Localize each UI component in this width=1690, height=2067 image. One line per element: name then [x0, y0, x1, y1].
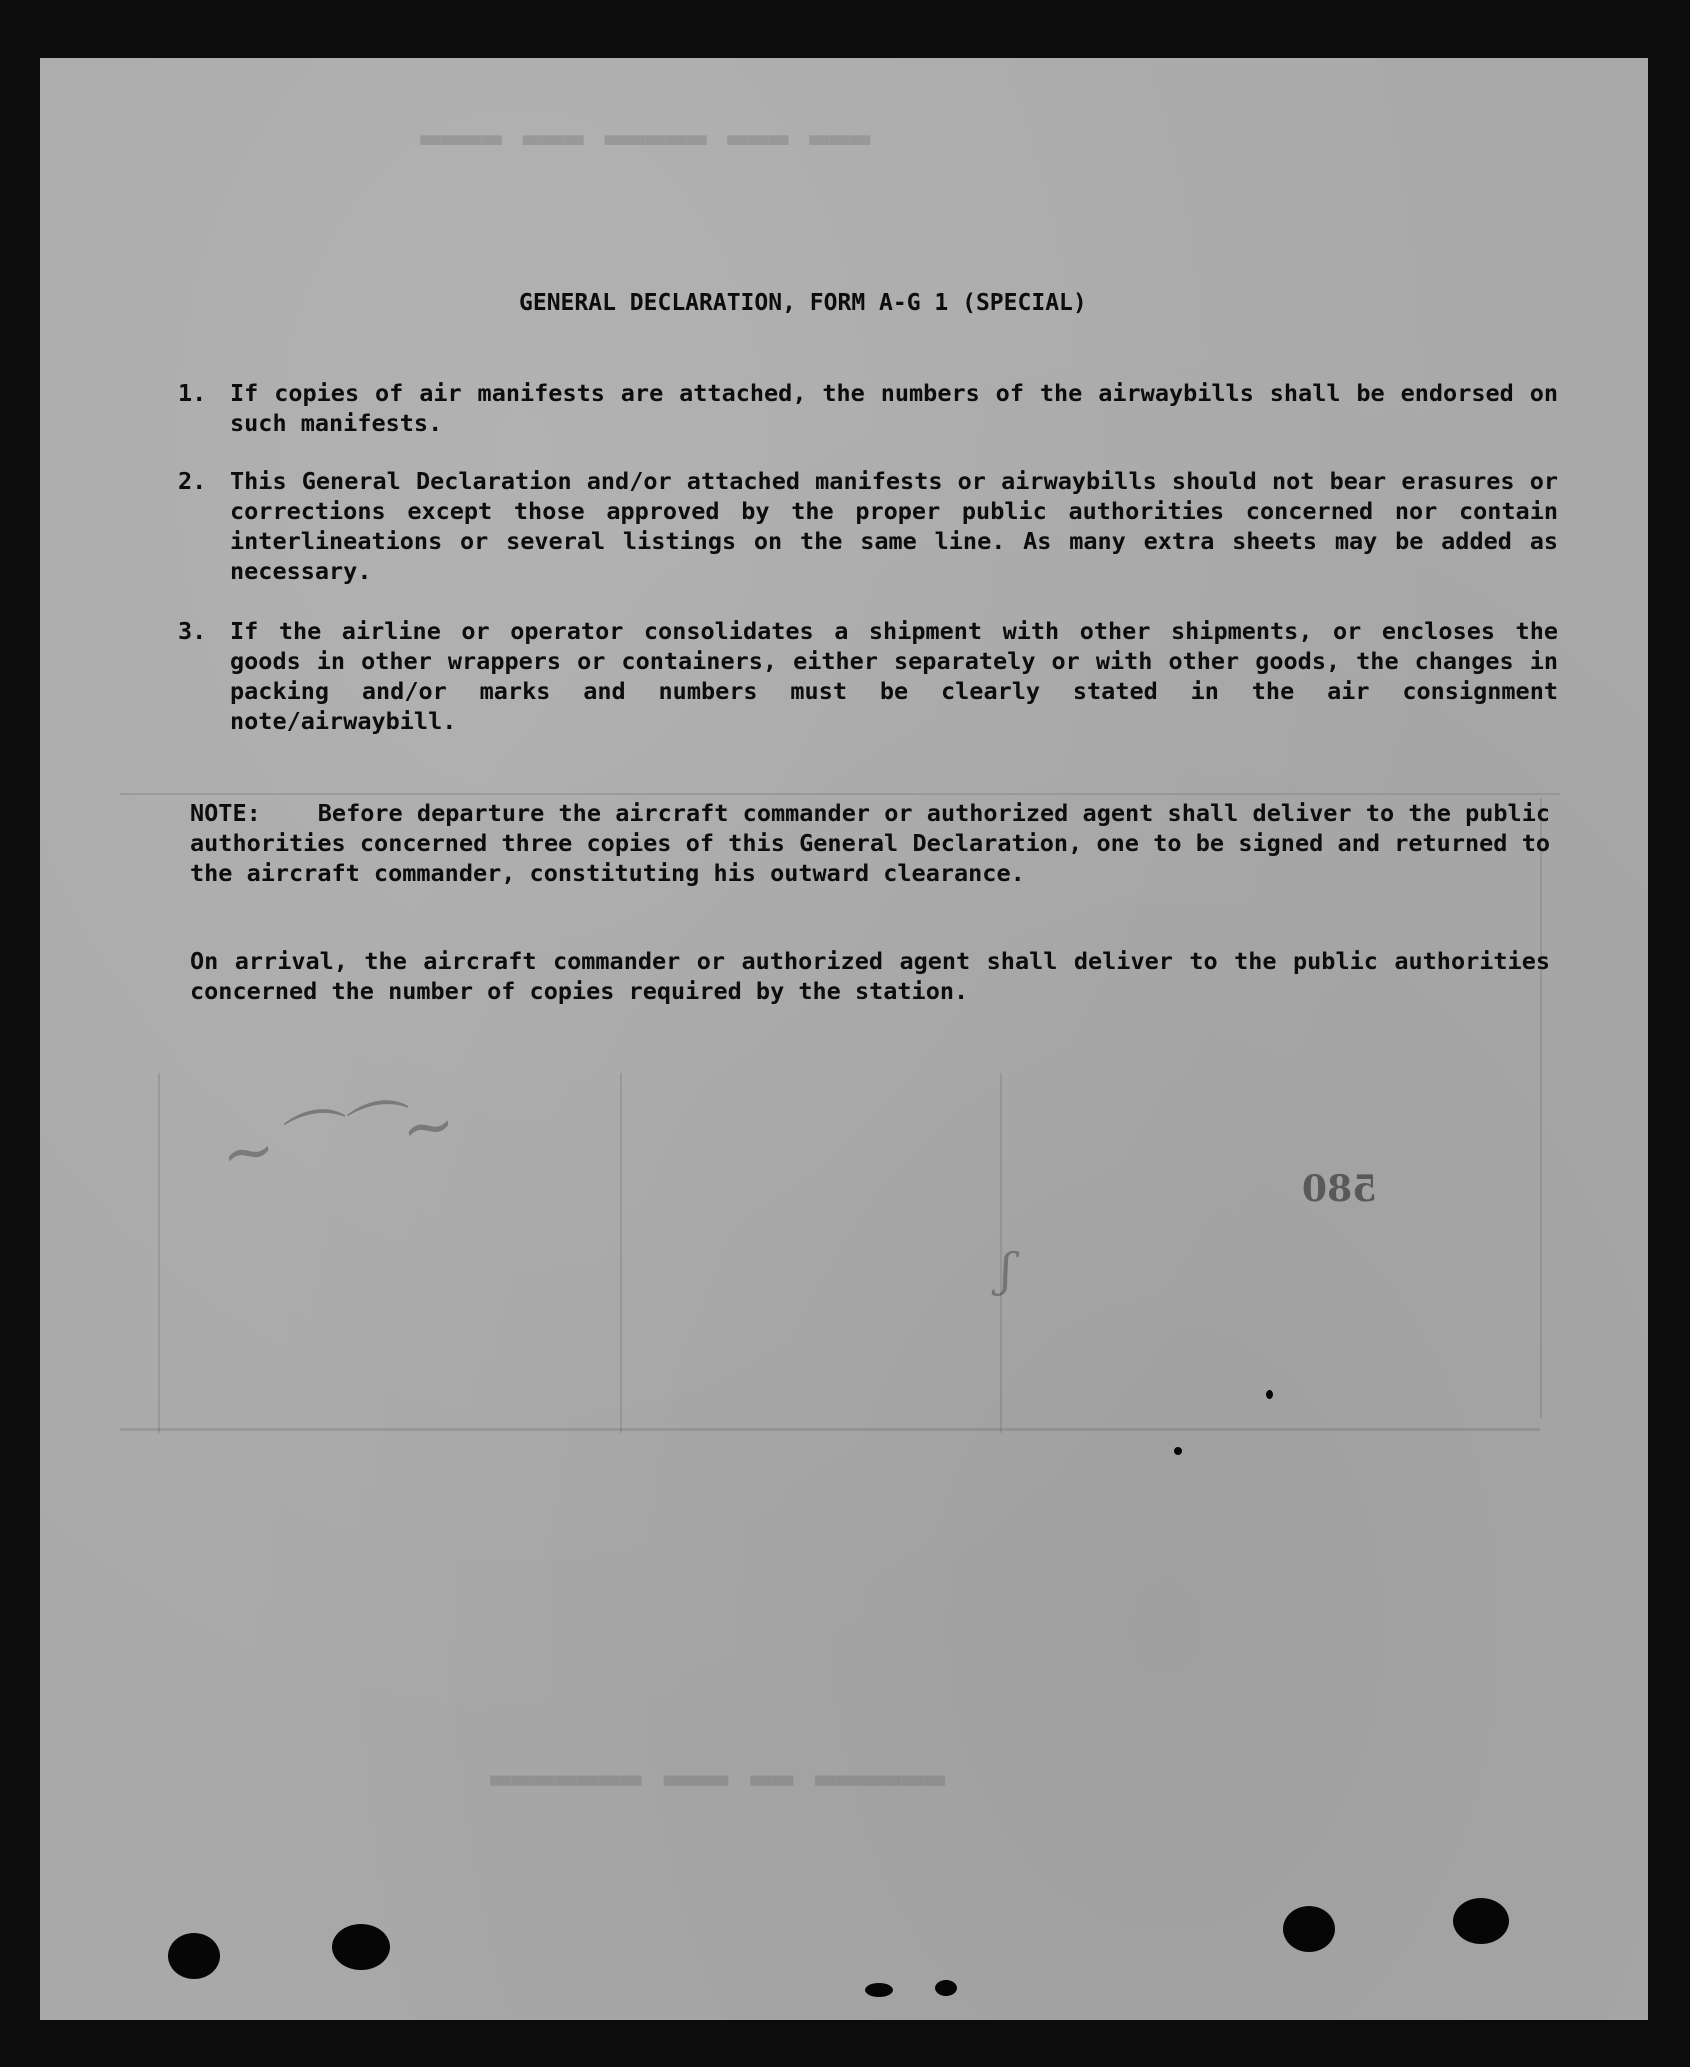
- bleed-through-footer: ▬▬▬▬▬▬ ▬▬ ▬▬▬ ▬▬▬▬▬▬▬: [490, 1758, 946, 1799]
- punch-hole: [1283, 1906, 1335, 1952]
- bleed-through-rule-2: [120, 793, 1560, 795]
- pencil-annotation: ʃ: [1000, 1243, 1013, 1297]
- list-item-3: [178, 616, 1558, 736]
- note-paragraph: [190, 798, 1550, 888]
- bleed-through-column-line: [158, 1073, 160, 1433]
- bleed-through-column-line: [620, 1073, 622, 1433]
- page-number: 580: [1302, 1168, 1378, 1210]
- document-page: [40, 58, 1648, 2020]
- arrival-paragraph: On arrival, the aircraft commander or authorized agent shall deliver to the public authorities concerned the number of copies required by the station.: [190, 947, 1550, 1005]
- punch-hole: [332, 1924, 390, 1970]
- list-item-text: If the airline or operator consolidates a shipment with other shipments, or encloses the goods in other wrappers or containers, either separately or with other goods, the changes in packing and/or marks and numbers must be clearly stated in the air consignment note/airwaybill.: [230, 617, 1558, 735]
- bleed-through-heading: ▬▬▬ ▬▬▬ ▬▬▬▬▬ ▬▬▬ ▬▬▬▬: [420, 118, 871, 158]
- document-title: GENERAL DECLARATION, FORM A-G 1 (SPECIAL): [519, 290, 1087, 316]
- list-item-number: 1.: [178, 379, 207, 407]
- bleed-through-column-line: [1540, 798, 1542, 1418]
- list-item-number: 2.: [178, 467, 207, 495]
- list-item-text: If copies of air manifests are attached, the numbers of the airwaybills shall be endorsed on such manifests.: [230, 379, 1558, 437]
- punch-mark: [935, 1980, 957, 1996]
- list-item-text: This General Declaration and/or attached manifests or airwaybills should not bear erasures or corrections except those approved by the proper public authorities concerned nor contain interlineations or several listings on the same line. As many extra sheets may be added as necessary.: [230, 467, 1558, 585]
- punch-hole: [1453, 1898, 1509, 1944]
- ink-dot: [1174, 1447, 1182, 1455]
- list-item-2: [178, 466, 1558, 586]
- punch-mark: [865, 1983, 893, 1997]
- list-item-number: 3.: [178, 617, 207, 645]
- pencil-annotation: ~⌒⌒~: [216, 1086, 461, 1193]
- bleed-through-rule: [120, 1428, 1540, 1431]
- list-item-1: [178, 378, 1558, 438]
- note-label: NOTE:: [190, 799, 261, 827]
- punch-hole: [168, 1933, 220, 1979]
- ink-dot: [1266, 1390, 1273, 1399]
- note-text: Before departure the aircraft commander or authorized agent shall deliver to the public authorities concerned three copies of this General Declaration, one to be signed and returned to the aircraft commander, constituting his outward clearance.: [190, 799, 1550, 887]
